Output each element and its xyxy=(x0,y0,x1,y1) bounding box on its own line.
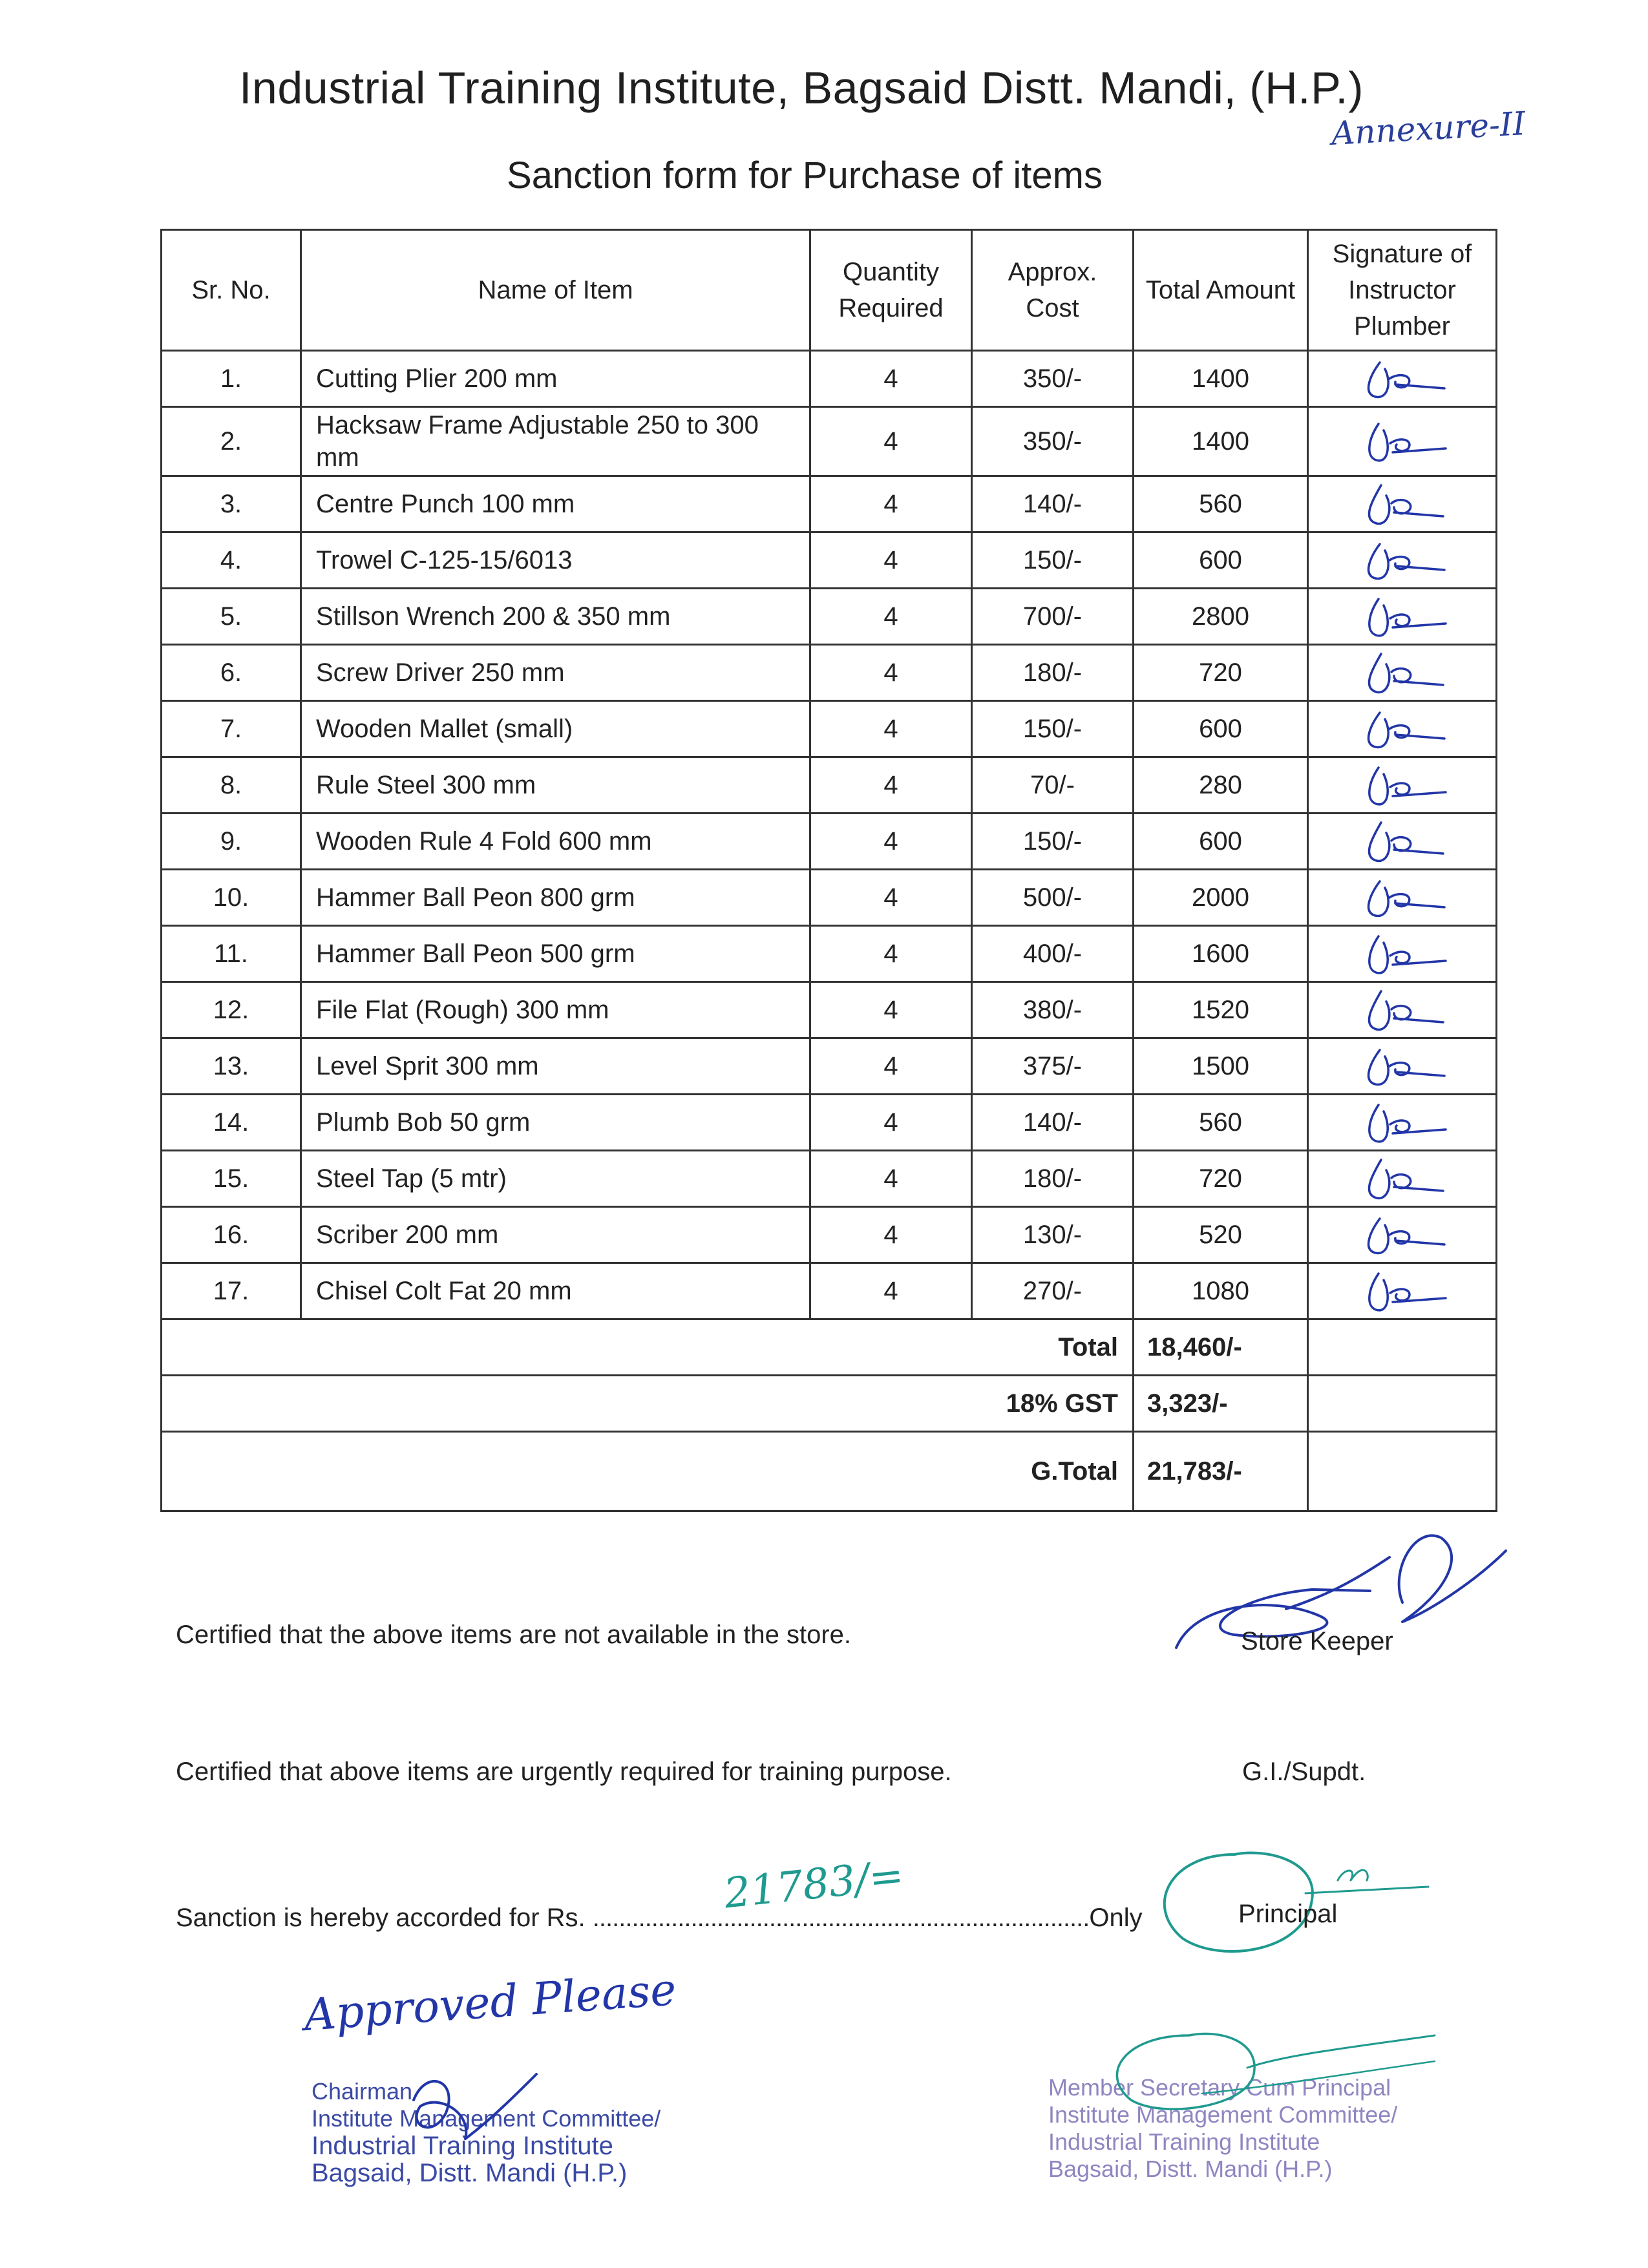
cell-quantity: 4 xyxy=(810,982,972,1038)
summary-blank xyxy=(1308,1376,1497,1432)
cell-approx-cost: 375/- xyxy=(972,1038,1134,1095)
stamp-line: Chairman xyxy=(312,2078,413,2105)
stamp-line: Bagsaid, Distt. Mandi (H.P.) xyxy=(312,2159,628,2187)
instructor-signature xyxy=(1354,1156,1451,1201)
cell-item-name: Hammer Ball Peon 500 grm xyxy=(301,926,810,982)
cell-signature xyxy=(1308,589,1497,645)
cell-item-name: Centre Punch 100 mm xyxy=(301,476,810,532)
cell-total-amount: 1400 xyxy=(1134,407,1308,476)
instructor-signature xyxy=(1354,419,1451,464)
instructor-signature xyxy=(1354,481,1451,527)
stamp-line: Member Secretary Cum Principal xyxy=(1048,2074,1391,2101)
cell-quantity: 4 xyxy=(810,757,972,814)
summary-value: 21,783/- xyxy=(1134,1432,1308,1511)
cell-total-amount: 560 xyxy=(1134,476,1308,532)
instructor-signature xyxy=(1354,1044,1451,1089)
summary-blank xyxy=(1308,1432,1497,1511)
cell-approx-cost: 140/- xyxy=(972,1095,1134,1151)
cell-total-amount: 720 xyxy=(1134,1151,1308,1207)
cell-signature xyxy=(1308,1263,1497,1319)
cell-signature xyxy=(1308,645,1497,701)
col-header-sr: Sr. No. xyxy=(162,230,301,351)
cell-total-amount: 520 xyxy=(1134,1207,1308,1263)
gi-supdt-label: G.I./Supdt. xyxy=(1242,1758,1366,1786)
cell-signature xyxy=(1308,476,1497,532)
sanction-suffix: Only xyxy=(1089,1904,1143,1932)
cert-urgent: Certified that above items are urgently required for training purpose. xyxy=(176,1758,952,1786)
cell-total-amount: 2000 xyxy=(1134,870,1308,926)
cell-quantity: 4 xyxy=(810,351,972,407)
annexure-label: Annexure-II xyxy=(1330,105,1527,152)
instructor-signature xyxy=(1354,987,1451,1033)
cell-signature xyxy=(1308,757,1497,814)
items-body xyxy=(162,351,1497,1319)
cell-sr: 5. xyxy=(162,589,301,645)
cell-approx-cost: 380/- xyxy=(972,982,1134,1038)
instructor-signature xyxy=(1354,650,1451,695)
summary-row-grand-total xyxy=(162,1432,1497,1511)
cell-total-amount: 600 xyxy=(1134,532,1308,589)
cell-approx-cost: 140/- xyxy=(972,476,1134,532)
summary-label: 18% GST xyxy=(162,1376,1134,1432)
cell-sr: 2. xyxy=(162,407,301,476)
table-row xyxy=(162,645,1497,701)
cell-quantity: 4 xyxy=(810,532,972,589)
instructor-signature xyxy=(1354,875,1451,920)
instructor-signature xyxy=(1354,762,1451,808)
cell-signature xyxy=(1308,1151,1497,1207)
cell-total-amount: 1080 xyxy=(1134,1263,1308,1319)
instructor-signature xyxy=(1354,1268,1451,1314)
cell-item-name: Screw Driver 250 mm xyxy=(301,645,810,701)
cell-approx-cost: 130/- xyxy=(972,1207,1134,1263)
cell-item-name: Hacksaw Frame Adjustable 250 to 300 mm xyxy=(301,407,810,476)
cell-approx-cost: 70/- xyxy=(972,757,1134,814)
instructor-signature xyxy=(1354,819,1451,864)
table-row xyxy=(162,1207,1497,1263)
stamp-line: Bagsaid, Distt. Mandi (H.P.) xyxy=(1048,2156,1333,2182)
cell-quantity: 4 xyxy=(810,870,972,926)
cell-signature xyxy=(1308,814,1497,870)
table-row xyxy=(162,1263,1497,1319)
cell-sr: 6. xyxy=(162,645,301,701)
cell-signature xyxy=(1308,926,1497,982)
cell-total-amount: 1600 xyxy=(1134,926,1308,982)
cell-signature xyxy=(1308,407,1497,476)
sanction-dots: ............................................................................ xyxy=(592,1904,1090,1932)
instructor-signature xyxy=(1354,931,1451,976)
cell-quantity: 4 xyxy=(810,1263,972,1319)
cell-sr: 7. xyxy=(162,701,301,757)
table-row xyxy=(162,407,1497,476)
cell-signature xyxy=(1308,351,1497,407)
table-header-row xyxy=(162,230,1497,351)
cell-item-name: Wooden Mallet (small) xyxy=(301,701,810,757)
table-row xyxy=(162,351,1497,407)
table-row xyxy=(162,982,1497,1038)
cell-sr: 10. xyxy=(162,870,301,926)
cell-signature xyxy=(1308,532,1497,589)
cell-item-name: Scriber 200 mm xyxy=(301,1207,810,1263)
cell-sr: 11. xyxy=(162,926,301,982)
summary-value: 18,460/- xyxy=(1134,1319,1308,1376)
cell-total-amount: 600 xyxy=(1134,701,1308,757)
col-header-name: Name of Item xyxy=(301,230,810,351)
cell-item-name: Trowel C-125-15/6013 xyxy=(301,532,810,589)
form-subtitle: Sanction form for Purchase of items xyxy=(507,154,1103,196)
cell-total-amount: 560 xyxy=(1134,1095,1308,1151)
stamp-line: Industrial Training Institute xyxy=(1048,2128,1320,2155)
chairman-signature xyxy=(388,2055,556,2184)
table-row xyxy=(162,757,1497,814)
instructor-signature xyxy=(1354,356,1451,401)
institute-title: Industrial Training Institute, Bagsaid Distt. Mandi, (H.P.) xyxy=(238,63,1364,113)
cell-total-amount: 1400 xyxy=(1134,351,1308,407)
summary-body xyxy=(162,1319,1497,1511)
cell-item-name: Plumb Bob 50 grm xyxy=(301,1095,810,1151)
cell-signature xyxy=(1308,701,1497,757)
cell-item-name: File Flat (Rough) 300 mm xyxy=(301,982,810,1038)
cell-quantity: 4 xyxy=(810,926,972,982)
cell-sr: 9. xyxy=(162,814,301,870)
cell-signature xyxy=(1308,1095,1497,1151)
instructor-signature xyxy=(1354,1100,1451,1145)
cell-item-name: Cutting Plier 200 mm xyxy=(301,351,810,407)
sanction-amount-handwritten: 21783/= xyxy=(721,1851,906,1918)
summary-label: Total xyxy=(162,1319,1134,1376)
cell-quantity: 4 xyxy=(810,1095,972,1151)
cert-not-available: Certified that the above items are not available in the store. xyxy=(176,1621,852,1649)
table-row xyxy=(162,1151,1497,1207)
cell-quantity: 4 xyxy=(810,1207,972,1263)
items-table xyxy=(160,229,1497,1512)
table-row xyxy=(162,476,1497,532)
col-header-qty: Quantity Required xyxy=(810,230,972,351)
cell-approx-cost: 180/- xyxy=(972,645,1134,701)
cell-quantity: 4 xyxy=(810,645,972,701)
cell-quantity: 4 xyxy=(810,1151,972,1207)
summary-label: G.Total xyxy=(162,1432,1134,1511)
stamp-line: Industrial Training Institute xyxy=(312,2132,613,2160)
cell-sr: 16. xyxy=(162,1207,301,1263)
table-row xyxy=(162,589,1497,645)
cell-item-name: Hammer Ball Peon 800 grm xyxy=(301,870,810,926)
cell-item-name: Wooden Rule 4 Fold 600 mm xyxy=(301,814,810,870)
cell-signature xyxy=(1308,1207,1497,1263)
cell-item-name: Rule Steel 300 mm xyxy=(301,757,810,814)
cell-total-amount: 600 xyxy=(1134,814,1308,870)
cell-item-name: Level Sprit 300 mm xyxy=(301,1038,810,1095)
cell-sr: 8. xyxy=(162,757,301,814)
principal-label: Principal xyxy=(1238,1900,1338,1928)
store-keeper-label: Store Keeper xyxy=(1241,1627,1393,1655)
cell-total-amount: 720 xyxy=(1134,645,1308,701)
cell-total-amount: 1500 xyxy=(1134,1038,1308,1095)
instructor-signature xyxy=(1354,594,1451,639)
cell-approx-cost: 270/- xyxy=(972,1263,1134,1319)
cell-item-name: Stillson Wrench 200 & 350 mm xyxy=(301,589,810,645)
cell-signature xyxy=(1308,1038,1497,1095)
cell-signature xyxy=(1308,870,1497,926)
table-row xyxy=(162,1095,1497,1151)
cell-sr: 3. xyxy=(162,476,301,532)
cell-total-amount: 2800 xyxy=(1134,589,1308,645)
stamp-line: Institute Management Committee/ xyxy=(1048,2101,1398,2128)
cell-item-name: Steel Tap (5 mtr) xyxy=(301,1151,810,1207)
cell-sr: 12. xyxy=(162,982,301,1038)
table-row xyxy=(162,532,1497,589)
table-row xyxy=(162,1038,1497,1095)
table-row xyxy=(162,701,1497,757)
cell-approx-cost: 150/- xyxy=(972,814,1134,870)
table-row xyxy=(162,814,1497,870)
table-row xyxy=(162,870,1497,926)
summary-row-total xyxy=(162,1319,1497,1376)
sanction-prefix: Sanction is hereby accorded for Rs. xyxy=(176,1904,586,1932)
cell-quantity: 4 xyxy=(810,589,972,645)
instructor-signature xyxy=(1354,706,1451,751)
sanction-line xyxy=(176,1904,1143,1933)
summary-row-gst xyxy=(162,1376,1497,1432)
cell-sr: 17. xyxy=(162,1263,301,1319)
instructor-signature xyxy=(1354,1212,1451,1257)
cell-total-amount: 280 xyxy=(1134,757,1308,814)
cell-quantity: 4 xyxy=(810,701,972,757)
summary-blank xyxy=(1308,1319,1497,1376)
cell-sr: 14. xyxy=(162,1095,301,1151)
cell-approx-cost: 350/- xyxy=(972,407,1134,476)
cell-quantity: 4 xyxy=(810,407,972,476)
cell-approx-cost: 350/- xyxy=(972,351,1134,407)
cell-approx-cost: 150/- xyxy=(972,532,1134,589)
cell-total-amount: 1520 xyxy=(1134,982,1308,1038)
cell-approx-cost: 180/- xyxy=(972,1151,1134,1207)
cell-item-name: Chisel Colt Fat 20 mm xyxy=(301,1263,810,1319)
member-secretary-signature xyxy=(1073,2022,1474,2119)
approval-note-handwritten: Approved Please xyxy=(302,1964,678,2042)
summary-value: 3,323/- xyxy=(1134,1376,1308,1432)
cell-sr: 4. xyxy=(162,532,301,589)
cell-sr: 1. xyxy=(162,351,301,407)
cell-approx-cost: 700/- xyxy=(972,589,1134,645)
cell-signature xyxy=(1308,982,1497,1038)
table-row xyxy=(162,926,1497,982)
cell-approx-cost: 500/- xyxy=(972,870,1134,926)
stamp-line: Institute Management Committee/ xyxy=(312,2105,661,2132)
cell-sr: 15. xyxy=(162,1151,301,1207)
cell-approx-cost: 150/- xyxy=(972,701,1134,757)
cell-quantity: 4 xyxy=(810,814,972,870)
col-header-signature: Signature of Instructor Plumber xyxy=(1308,230,1497,351)
col-header-total: Total Amount xyxy=(1134,230,1308,351)
cell-sr: 13. xyxy=(162,1038,301,1095)
col-header-cost: Approx. Cost xyxy=(972,230,1134,351)
cell-quantity: 4 xyxy=(810,1038,972,1095)
cell-quantity: 4 xyxy=(810,476,972,532)
cell-approx-cost: 400/- xyxy=(972,926,1134,982)
instructor-signature xyxy=(1354,538,1451,583)
